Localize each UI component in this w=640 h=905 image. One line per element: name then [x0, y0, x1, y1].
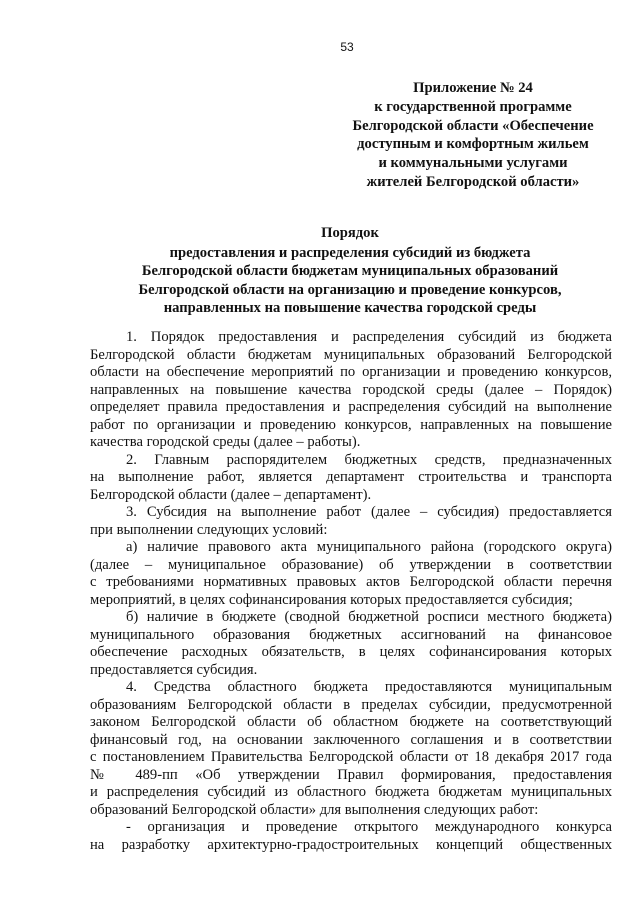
paragraph-3-line: 3. Субсидия на выполнение работ (далее – субсидия) предоставляется [126, 504, 612, 520]
paragraph-1-line: направленных на повышение качества городской среды (далее – Порядок) [90, 381, 612, 398]
paragraph-1-line: 1. Порядок предоставления и распределения субсидий из бюджета [126, 329, 612, 345]
paragraph-1-line: качества городской среды (далее – работы). [90, 434, 361, 450]
title-line: Белгородской области на организацию и проведение конкурсов, [138, 281, 562, 298]
paragraph-3-line: при выполнении следующих условий: [90, 521, 328, 538]
appendix-line: доступным и комфортным жильем [357, 136, 589, 153]
paragraph-3b-line: обеспечение расходных обязательств, в целях софинансирования которых [90, 644, 612, 660]
paragraph-3a-line: а) наличие правового акта муниципального района (городского округа) [126, 539, 612, 555]
title-line: предоставления и распределения субсидий из бюджета [169, 244, 531, 261]
paragraph-1-line: области на обеспечение мероприятий по организации и проведению конкурсов, [90, 364, 612, 380]
paragraph-3b-line: предоставляется субсидия. [90, 661, 258, 678]
paragraph-4-line: законом Белгородской области об областном бюджете на соответствующий [90, 714, 612, 730]
appendix-line: Белгородской области «Обеспечение [352, 117, 594, 134]
paragraph-4-line: образованиям Белгородской области в пределах субсидии, предусмотренной [90, 696, 612, 713]
appendix-line: жителей Белгородской области» [366, 173, 580, 190]
paragraph-4-line: 4. Средства областного бюджета предоставляются муниципальным [126, 679, 612, 695]
list-item-line: - организация и проведение открытого международного конкурса [126, 819, 612, 835]
title-line: направленных на повышение качества городской среды [163, 300, 537, 316]
appendix-line: и коммунальными услугами [378, 155, 568, 172]
page-number: 53 [340, 40, 354, 54]
appendix-block [338, 79, 608, 192]
list-item-line: на разработку архитектурно-градостроительных концепций общественных [90, 836, 612, 853]
paragraph-2-line: Белгородской области (далее – департамент). [90, 486, 372, 503]
title-heading: Порядок [321, 225, 379, 241]
paragraph-1-line: определяет правила предоставления и распределения субсидий на выполнение [90, 399, 612, 415]
appendix-line: Приложение № 24 [413, 80, 533, 96]
body-text [90, 329, 612, 854]
appendix-line: к государственной программе [374, 98, 572, 115]
paragraph-4-line: № 489-пп «Об утверждении Правил формирования, предоставления [90, 766, 612, 783]
paragraph-4-line: с постановлением Правительства Белгородской области от 18 декабря 2017 года [90, 749, 612, 765]
document-title [90, 224, 610, 318]
paragraph-2-line: на выполнение работ, является департамент строительства и транспорта [90, 469, 612, 485]
paragraph-3a-line: мероприятий, в целях софинансирования которых предоставляется субсидия; [90, 591, 573, 608]
paragraph-2-line: 2. Главным распорядителем бюджетных средств, предназначенных [126, 451, 612, 468]
paragraph-1-line: работ по организации и проведению конкурсов, направленных на повышение [90, 416, 612, 433]
title-line: Белгородской области бюджетам муниципальных образований [141, 263, 559, 279]
paragraph-4-line: финансовый год, на основании заключенного соглашения и в соответствии [90, 731, 612, 748]
paragraph-4-line: образований Белгородской области» для выполнения следующих работ: [90, 801, 539, 818]
paragraph-3a-line: (далее – муниципальное образование) об утверждении в соответствии [90, 556, 612, 573]
paragraph-4-line: и распределения субсидий из областного бюджета бюджетам муниципальных [90, 784, 612, 800]
paragraph-3b-line: муниципального образования бюджетных ассигнований на финансовое [90, 626, 612, 643]
paragraph-3b-line: б) наличие в бюджете (сводной бюджетной росписи местного бюджета) [126, 609, 612, 625]
paragraph-1-line: Белгородской области бюджетам муниципальных образований Белгородской [90, 346, 612, 363]
paragraph-3a-line: с требованиями нормативных правовых актов Белгородской области перечня [90, 574, 612, 590]
